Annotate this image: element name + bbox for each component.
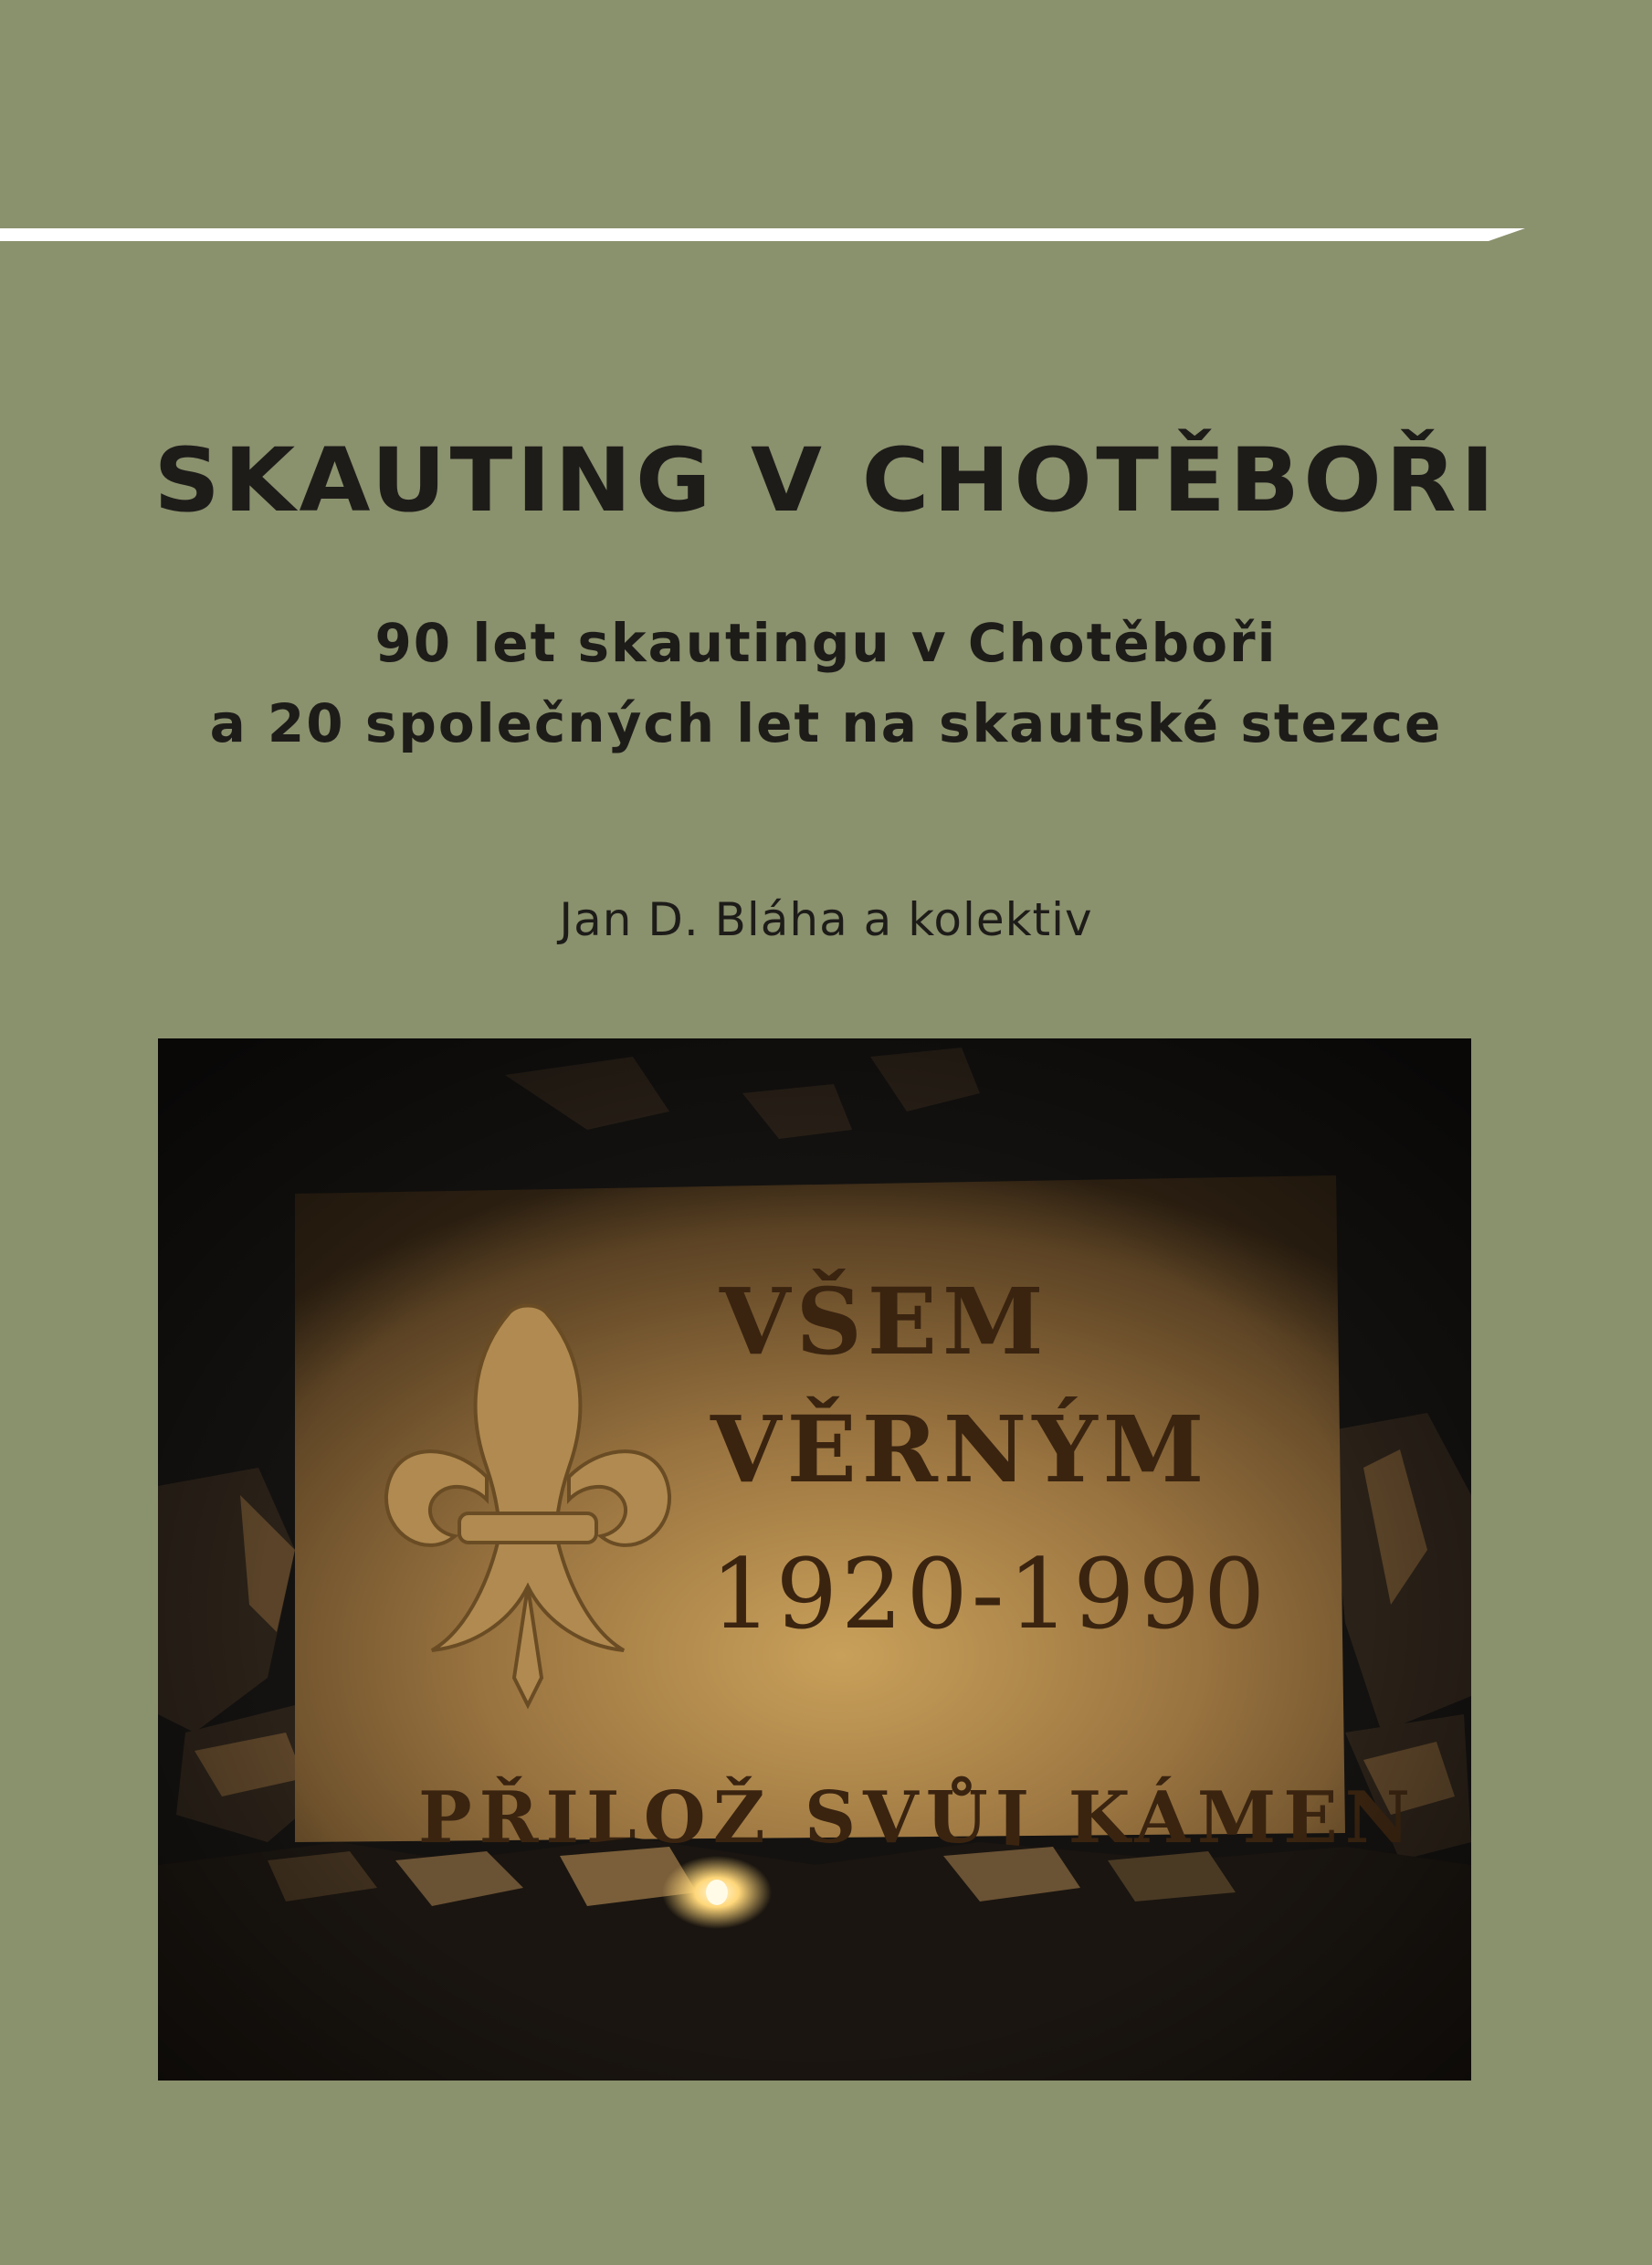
memorial-stone-illustration bbox=[158, 1038, 1471, 2081]
subtitle-line-1: 90 let skautingu v Chotěboři bbox=[374, 612, 1278, 674]
book-title: SKAUTING V CHOTĚBOŘI bbox=[153, 429, 1499, 532]
top-rule bbox=[0, 228, 1525, 241]
subtitle-line-2: a 20 společných let na skautské stezce bbox=[209, 692, 1443, 754]
book-subtitle bbox=[0, 603, 1652, 764]
book-author: Jan D. Bláha a kolektiv bbox=[559, 893, 1093, 946]
cover-photo bbox=[158, 1038, 1471, 2081]
